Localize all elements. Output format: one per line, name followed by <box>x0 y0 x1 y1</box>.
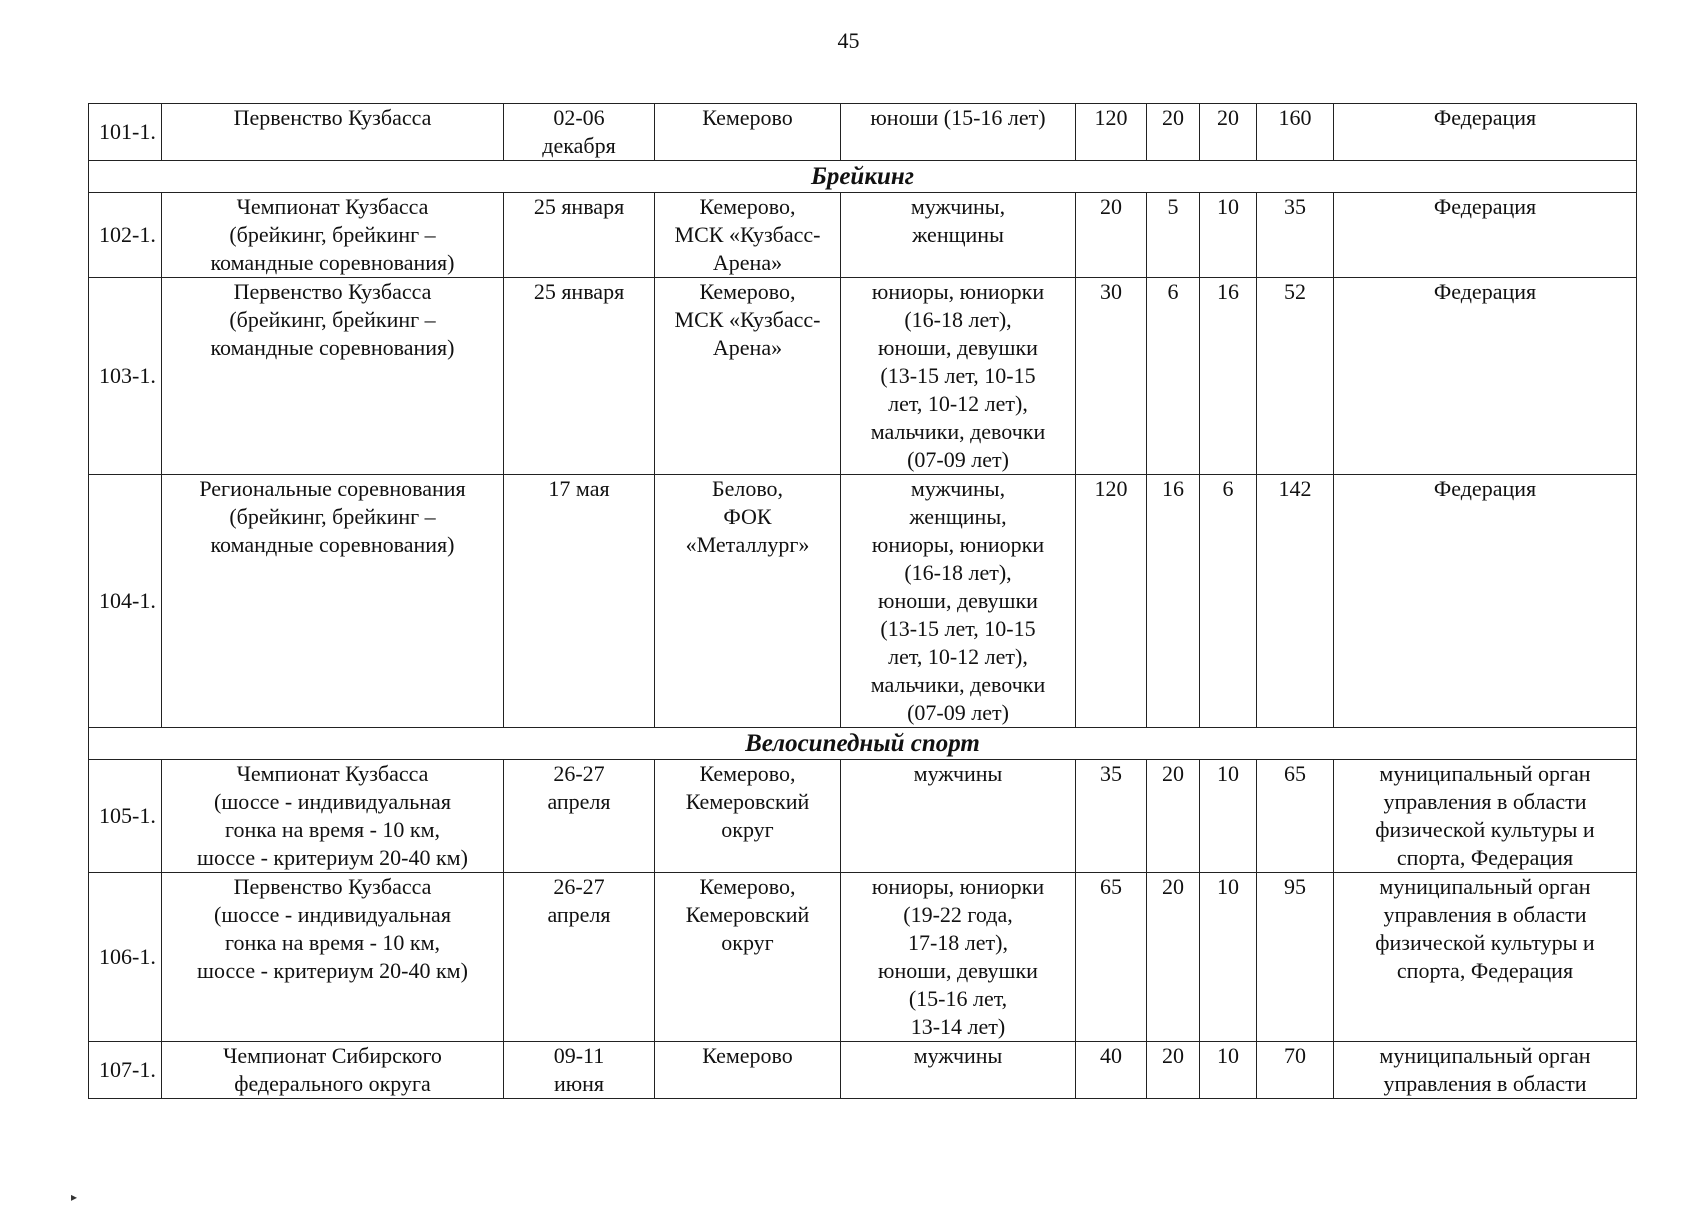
event-place: Кемерово, Кемеровский округ <box>655 873 841 1042</box>
count-2: 20 <box>1147 104 1200 161</box>
table-row-106-1 <box>89 873 1637 1042</box>
section-row-breaking <box>89 161 1637 193</box>
row-number: 106-1. <box>89 873 162 1042</box>
event-place: Кемерово <box>655 1042 841 1099</box>
event-participants: юниоры, юниорки (19-22 года, 17-18 лет), юноши, девушки (15-16 лет, 13-14 лет) <box>841 873 1076 1042</box>
row-number: 101-1. <box>89 104 162 161</box>
row-number: 104-1. <box>89 475 162 728</box>
event-organizer: Федерация <box>1334 278 1637 475</box>
count-1: 20 <box>1076 193 1147 278</box>
count-2: 6 <box>1147 278 1200 475</box>
event-organizer: Федерация <box>1334 193 1637 278</box>
count-3: 16 <box>1200 278 1257 475</box>
event-date: 17 мая <box>504 475 655 728</box>
count-total: 52 <box>1257 278 1334 475</box>
event-date: 26-27 апреля <box>504 760 655 873</box>
table-row-102-1 <box>89 193 1637 278</box>
event-name: Первенство Кузбасса (брейкинг, брейкинг – командные соревнования) <box>162 278 504 475</box>
event-participants: мужчины, женщины, юниоры, юниорки (16-18 лет), юноши, девушки (13-15 лет, 10-15 лет, 10-12 лет), мальчики, девочки (07-09 лет) <box>841 475 1076 728</box>
count-3: 10 <box>1200 1042 1257 1099</box>
row-number: 103-1. <box>89 278 162 475</box>
count-1: 65 <box>1076 873 1147 1042</box>
count-3: 10 <box>1200 760 1257 873</box>
row-number: 107-1. <box>89 1042 162 1099</box>
count-total: 160 <box>1257 104 1334 161</box>
event-name: Чемпионат Кузбасса (брейкинг, брейкинг – командные соревнования) <box>162 193 504 278</box>
event-name: Чемпионат Сибирского федерального округа <box>162 1042 504 1099</box>
event-date: 02-06 декабря <box>504 104 655 161</box>
row-number: 102-1. <box>89 193 162 278</box>
event-place: Кемерово, Кемеровский округ <box>655 760 841 873</box>
count-1: 120 <box>1076 104 1147 161</box>
count-3: 6 <box>1200 475 1257 728</box>
count-2: 20 <box>1147 873 1200 1042</box>
count-total: 95 <box>1257 873 1334 1042</box>
event-name: Чемпионат Кузбасса (шоссе - индивидуальная гонка на время - 10 км, шоссе - критериум 20-40 км) <box>162 760 504 873</box>
count-2: 20 <box>1147 1042 1200 1099</box>
event-organizer: муниципальный орган управления в области физической культуры и спорта, Федерация <box>1334 760 1637 873</box>
count-1: 30 <box>1076 278 1147 475</box>
corner-mark-icon: ▸ <box>71 1190 78 1204</box>
event-name: Региональные соревнования (брейкинг, брейкинг – командные соревнования) <box>162 475 504 728</box>
table-row-107-1 <box>89 1042 1637 1099</box>
event-place: Белово, ФОК «Металлург» <box>655 475 841 728</box>
event-name: Первенство Кузбасса (шоссе - индивидуальная гонка на время - 10 км, шоссе - критериум 20-40 км) <box>162 873 504 1042</box>
event-participants: мужчины, женщины <box>841 193 1076 278</box>
count-1: 120 <box>1076 475 1147 728</box>
count-3: 10 <box>1200 873 1257 1042</box>
table-row-104-1 <box>89 475 1637 728</box>
section-title: Брейкинг <box>89 161 1637 193</box>
event-organizer: Федерация <box>1334 475 1637 728</box>
count-3: 10 <box>1200 193 1257 278</box>
count-2: 5 <box>1147 193 1200 278</box>
event-place: Кемерово <box>655 104 841 161</box>
count-1: 35 <box>1076 760 1147 873</box>
event-name: Первенство Кузбасса <box>162 104 504 161</box>
event-participants: юноши (15-16 лет) <box>841 104 1076 161</box>
count-1: 40 <box>1076 1042 1147 1099</box>
event-date: 09-11 июня <box>504 1042 655 1099</box>
count-total: 65 <box>1257 760 1334 873</box>
count-2: 20 <box>1147 760 1200 873</box>
event-date: 25 января <box>504 193 655 278</box>
row-number: 105-1. <box>89 760 162 873</box>
count-total: 70 <box>1257 1042 1334 1099</box>
event-organizer: муниципальный орган управления в области <box>1334 1042 1637 1099</box>
section-title: Велосипедный спорт <box>89 728 1637 760</box>
event-date: 26-27 апреля <box>504 873 655 1042</box>
table-row-105-1 <box>89 760 1637 873</box>
event-participants: юниоры, юниорки (16-18 лет), юноши, девушки (13-15 лет, 10-15 лет, 10-12 лет), мальчики, девочки (07-09 лет) <box>841 278 1076 475</box>
count-2: 16 <box>1147 475 1200 728</box>
event-date: 25 января <box>504 278 655 475</box>
page-number: 45 <box>837 28 860 53</box>
section-row-cycling <box>89 728 1637 760</box>
event-place: Кемерово, МСК «Кузбасс- Арена» <box>655 193 841 278</box>
event-participants: мужчины <box>841 1042 1076 1099</box>
count-total: 142 <box>1257 475 1334 728</box>
count-3: 20 <box>1200 104 1257 161</box>
event-organizer: Федерация <box>1334 104 1637 161</box>
table-row-103-1 <box>89 278 1637 475</box>
events-table <box>88 103 1637 1099</box>
table-row-101-1 <box>89 104 1637 161</box>
event-participants: мужчины <box>841 760 1076 873</box>
event-organizer: муниципальный орган управления в области физической культуры и спорта, Федерация <box>1334 873 1637 1042</box>
event-place: Кемерово, МСК «Кузбасс- Арена» <box>655 278 841 475</box>
count-total: 35 <box>1257 193 1334 278</box>
